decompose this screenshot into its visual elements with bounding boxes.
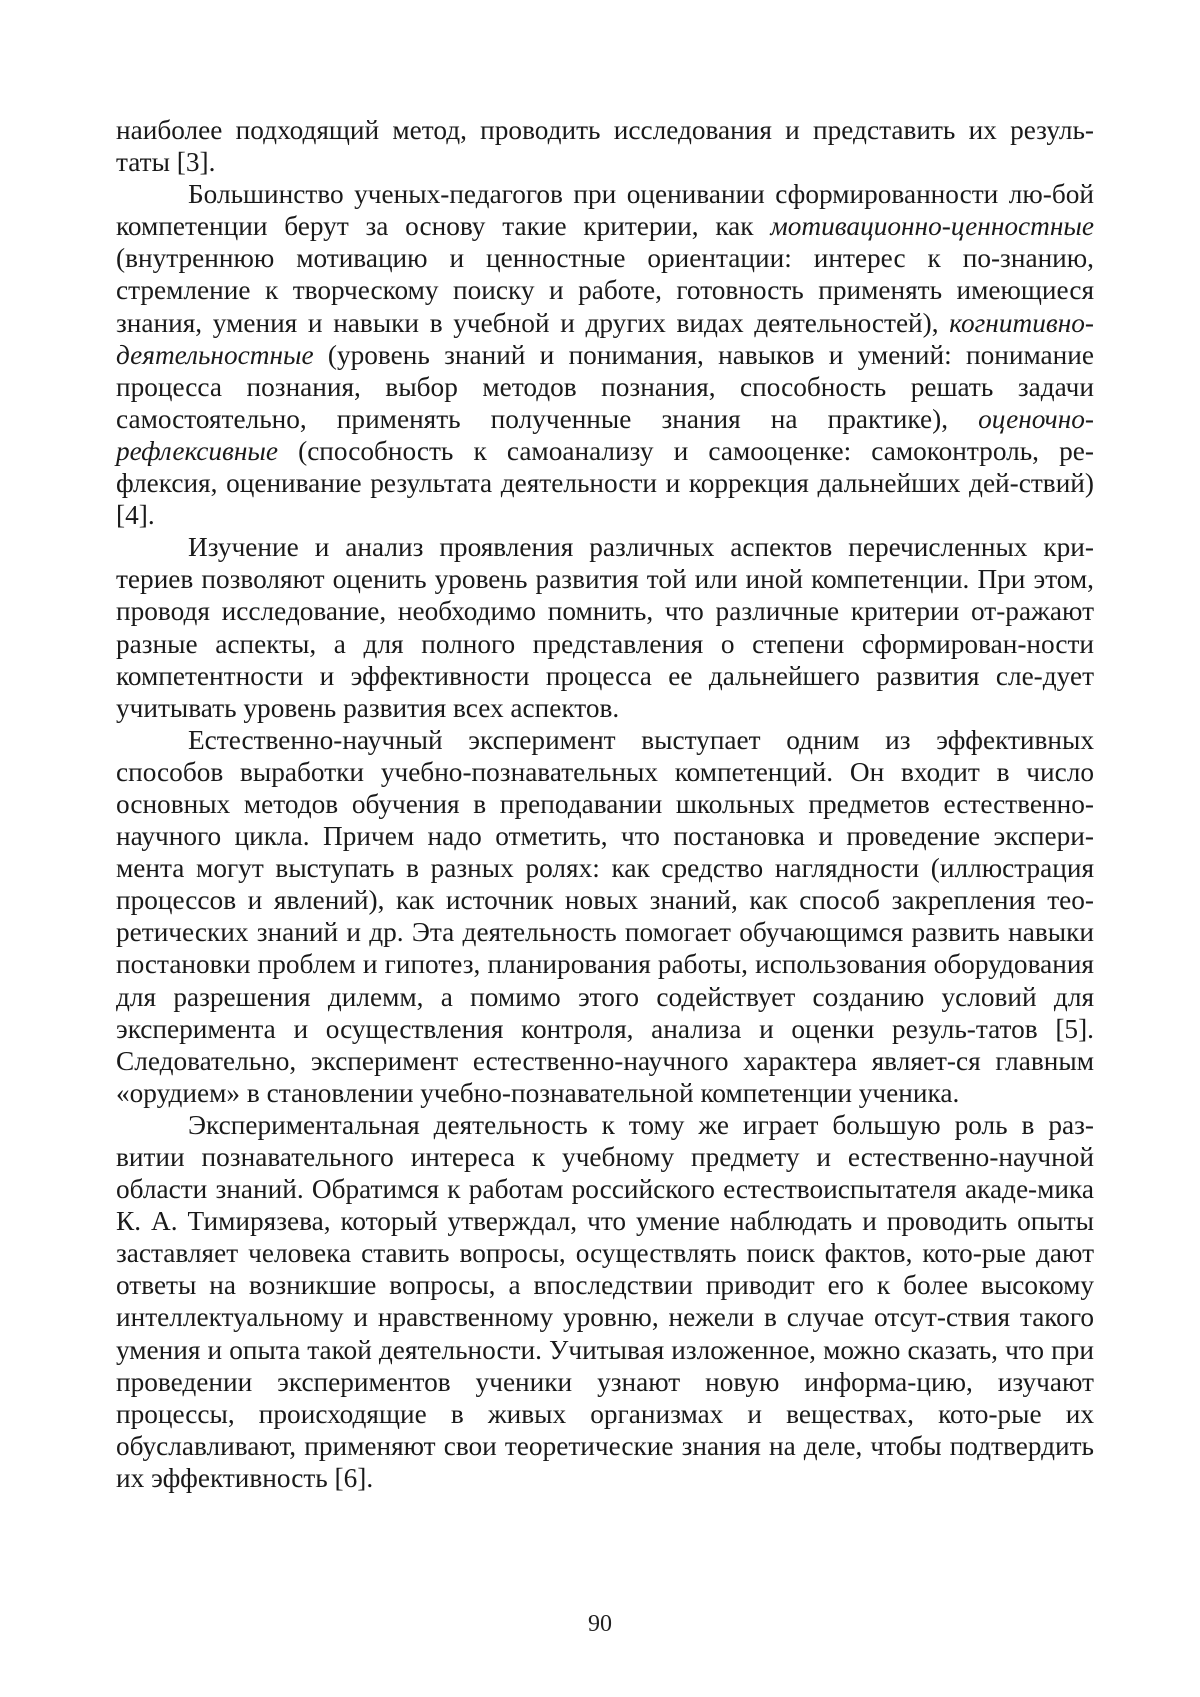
paragraph-continuation	[116, 114, 1094, 178]
text-run: Экспериментальная деятельность к тому же играет большую роль в раз-витии познавательного интереса к учебному предмету и естественно-научной области знаний. Обратимся к работам российского естествоиспытателя акаде-мика К. А. Тимирязева, который утверждал, что умение наблюдать и проводить опыты заставляет человека ставить вопросы, осуществлять поиск фактов, кото-рые дают ответы на возникшие вопросы, а впоследствии приводит его к более высокому интеллектуальному и нравственному уровню, нежели в случае отсут-ствия такого умения и опыта такой деятельности. Учитывая изложенное, можно сказать, что при проведении экспериментов ученики узнают новую информа-цию, изучают процессы, происходящие в живых организмах и веществах, кото-рые их обуславливают, применяют свои теоретические знания на деле, чтобы подтвердить их эффективность [6].	[116, 1109, 1094, 1493]
text-run: (способность к самоанализу и самооценке: самоконтроль, ре-флексия, оценивание результата деятельности и коррекция дальнейших дей-ствий) [4].	[116, 435, 1094, 531]
paragraph-analysis	[116, 531, 1094, 724]
body-text	[116, 114, 1094, 1494]
text-run: наиболее подходящий метод, проводить исследования и представить их резуль-таты [3].	[116, 115, 1094, 178]
text-run: Изучение и анализ проявления различных аспектов перечисленных кри-териев позволяют оценить уровень развития той или иной компетенции. При этом, проводя исследование, необходимо помнить, что различные критерии от-ражают разные аспекты, а для полного представления о степени сформирован-ности компетентности и эффективности процесса ее дальнейшего развития сле-дует учитывать уровень развития всех аспектов.	[116, 532, 1094, 723]
text-run: (внутреннюю мотивацию и ценностные ориентации: интерес к по-знанию, стремление к творческому поиску и работе, готовность применять имеющиеся знания, умения и навыки в учебной и других видах деятельностей),	[116, 243, 1094, 338]
text-run: Естественно-научный эксперимент выступает одним из эффективных способов выработки учебно-познавательных компетенций. Он входит в число основных методов обучения в преподавании школьных предметов естественно-научного цикла. Причем надо отметить, что постановка и проведение экспери-мента могут выступать в разных ролях: как средство наглядности (иллюстрация процессов и явлений), как источник новых знаний, как способ закрепления тео-ретических знаний и др. Эта деятельность помогает обучающимся развить навыки постановки проблем и гипотез, планирования работы, использования оборудования для разрешения дилемм, а помимо этого содействует созданию условий для эксперимента и осуществления контроля, анализа и оценки резуль-татов [5]. Следовательно, эксперимент естественно-научного характера являет-ся главным «орудием» в становлении учебно-познавательной компетенции ученика.	[116, 724, 1094, 1108]
paragraph-criteria	[116, 178, 1094, 531]
italic-term: когнитивно-деятельностные	[116, 307, 1094, 370]
text-run: Большинство ученых-педагогов при оценивании сформированности лю-бой компетенции берут за основу такие критерии, как	[116, 179, 1094, 242]
text-run: (уровень знаний и понимания, навыков и умений: понимание процесса познания, выбор методов познания, способность решать задачи самостоятельно, применять полученные знания на практике),	[116, 339, 1094, 434]
italic-term: мотивационно-ценностные	[770, 211, 1094, 242]
italic-term: оценочно-рефлексивные	[116, 403, 1094, 466]
paragraph-experiment	[116, 724, 1094, 1109]
paragraph-timiryazev	[116, 1109, 1094, 1494]
page-number: 90	[588, 1611, 612, 1637]
